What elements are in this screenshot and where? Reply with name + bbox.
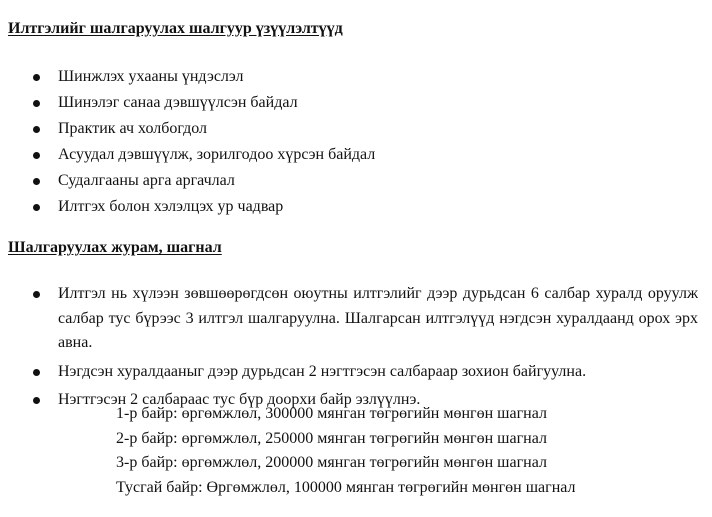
prize-item: 2-р байр: өргөмжлөл, 250000 мянган төгрөгийн мөнгөн шагнал <box>116 429 547 447</box>
bullet-icon <box>33 397 40 404</box>
list-item-text: Судалгааны арга аргачлал <box>58 172 235 189</box>
list-item <box>0 64 375 90</box>
list-item <box>0 90 375 116</box>
prize-list <box>116 402 575 500</box>
list-item-text: Шинэлэг санаа дэвшүүлсэн байдал <box>58 94 298 111</box>
bullet-icon <box>33 178 40 185</box>
list-item-text: Илтгэх болон хэлэлцэх ур чадвар <box>58 198 284 215</box>
bullet-icon <box>33 74 40 81</box>
bullet-icon <box>33 369 40 376</box>
list-item <box>0 168 375 194</box>
procedure-list <box>0 282 712 417</box>
bullet-icon <box>33 126 40 133</box>
list-item-text: Шинжлэх ухааны үндэслэл <box>58 68 244 85</box>
list-item-text: Асуудал дэвшүүлж, зорилгодоо хүрсэн байдал <box>58 146 376 163</box>
prize-item: 3-р байр: өргөмжлөл, 200000 мянган төгрөгийн мөнгөн шагнал <box>116 454 547 471</box>
list-item-text: Илтгэл нь хүлээн зөвшөөрөгдсөн оюутны илтгэлийг дээр дурьдсан 6 салбар хуралд оруулж салбар тус бүрээс 3 илтгэл шалгаруулна. Шалгарсан илтгэлүүд нэгдсэн хуралдаанд орох эрх авна. <box>58 285 698 351</box>
procedure-heading: Шалгаруулах журам, шагнал <box>8 239 222 256</box>
bullet-icon <box>33 100 40 107</box>
criteria-heading: Илтгэлийг шалгаруулах шалгуур үзүүлэлтүүд <box>8 20 343 37</box>
bullet-icon <box>33 291 40 298</box>
list-item-text: Нэгдсэн хуралдааныг дээр дурьдсан 2 нэгтгэсэн салбараар зохион байгуулна. <box>58 362 587 380</box>
list-item <box>0 360 712 385</box>
prize-item: Тусгай байр: Өргөмжлөл, 100000 мянган төгрөгийн мөнгөн шагнал <box>116 478 576 496</box>
list-item <box>0 282 698 356</box>
list-item-text: Практик ач холбогдол <box>58 120 208 137</box>
bullet-icon <box>33 204 40 211</box>
criteria-list <box>0 64 375 220</box>
list-item <box>0 116 375 142</box>
list-item <box>0 142 375 168</box>
list-item-text: Нэгтгэсэн 2 салбараас тус бүр доорхи байр эзлүүлнэ. <box>58 391 421 408</box>
bullet-icon <box>33 152 40 159</box>
list-item <box>0 194 375 220</box>
prize-item: 1-р байр: өргөмжлөл, 300000 мянган төгрөгийн мөнгөн шагнал <box>116 405 547 422</box>
